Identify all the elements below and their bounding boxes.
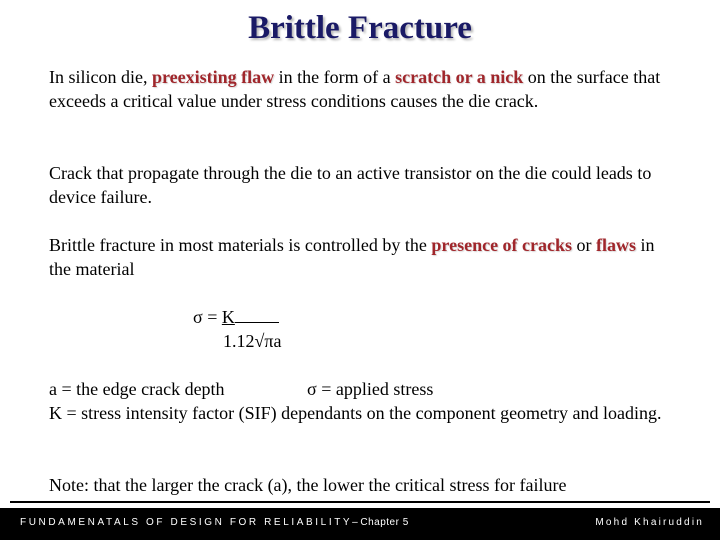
def-stress-intensity: K = stress intensity factor (SIF) dependants on the component geometry and loading. [49,403,662,423]
p1-text-2: in the form of a [274,67,396,87]
footer-course-name: FUNDAMENATALS OF DESIGN FOR RELIABILITY– [20,517,361,528]
p3-text-3: in the material [49,235,655,279]
formula-numerator-line [193,305,281,329]
p3-text-1: Brittle fracture in most materials is controlled by the [49,235,432,255]
formula-denominator: 1.12√πa [223,331,282,351]
definitions [49,377,679,425]
footer-author: Mohd Khairuddin [595,517,704,528]
def-applied-stress: σ = applied stress [307,379,434,399]
slide-title: Brittle Fracture [248,10,472,46]
footer-course-title [20,517,409,528]
paragraph-brittle-fracture [49,233,679,281]
paragraph-crack-propagation: Crack that propagate through the die to an active transistor on the die could leads to device failure. [49,163,652,207]
formula-lhs: σ = [193,307,222,327]
footer-chapter: Chapter 5 [360,517,409,528]
note: Note: that the larger the crack (a), the lower the critical stress for failure [49,475,567,495]
highlight-preexisting-flaw: preexisting flaw [151,67,275,87]
footer-divider [10,501,710,503]
p3-text-2: or [572,235,597,255]
def-crack-depth: a = the edge crack depth [49,379,225,399]
paragraph-flaw [49,65,679,113]
formula-k: K [221,307,235,327]
highlight-flaws: flaws [596,235,637,255]
highlight-scratch-or-nick: scratch or a nick [395,67,524,87]
stress-formula [193,305,281,353]
fraction-bar [235,306,279,323]
highlight-presence-of-cracks: presence of cracks [431,235,573,255]
p1-text-1: In silicon die, [49,67,152,87]
p1-text-3: on the surface that exceeds a critical value under stress conditions causes the die crack. [49,67,661,111]
